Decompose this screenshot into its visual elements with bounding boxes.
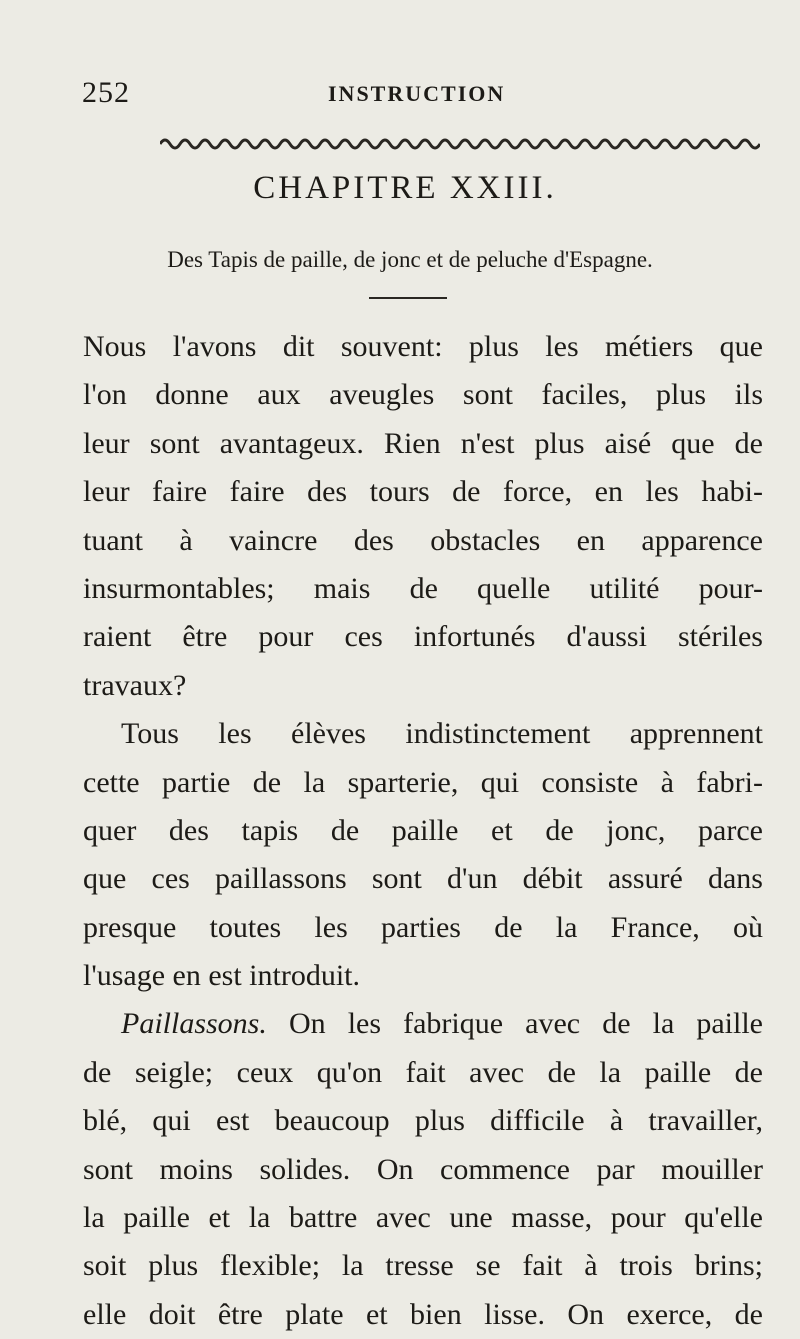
text-line: quer des tapis de paille et de jonc, parce [83,813,763,847]
text-line: de seigle; ceux qu'on fait avec de la paille de [83,1055,763,1089]
text-line: presque toutes les parties de la France, où [83,910,763,944]
text-line: soit plus flexible; la tresse se fait à trois brins; [83,1249,763,1283]
running-head [82,76,740,116]
text-line: Tous les élèves indistinctement apprennent [121,717,763,751]
text-line: sont moins solides. On commence par mouiller [83,1152,763,1186]
text-line: blé, qui est beaucoup plus difficile à travailler, [83,1104,763,1138]
text-line: cette partie de la sparterie, qui consiste à fabri- [83,765,763,799]
ornamental-border [160,134,760,150]
text-line: leur sont avantageux. Rien n'est plus aisé que de [83,426,763,460]
text-line: l'usage en est introduit. [83,959,361,993]
text-line [83,1000,763,1048]
text-line: Nous l'avons dit souvent: plus les métiers que [83,330,763,363]
text-line: que ces paillassons sont d'un débit assuré dans [83,862,763,896]
chapter-title: CHAPITRE XXIII. [253,170,557,206]
body-text [83,323,763,1339]
chapter-subtitle: Des Tapis de paille, de jonc et de peluche d'Espagne. [167,247,653,272]
paragraph-3 [83,1000,763,1339]
text-line: leur faire faire des tours de force, en les habi- [83,475,763,509]
text-line: tuant à vaincre des obstacles en apparence [83,523,763,557]
page-number: 252 [82,76,130,109]
text-line: raient être pour ces infortunés d'aussi stériles [83,620,763,654]
text-line: travaux? [83,668,187,702]
text-line: elle doit être plate et bien lisse. On exerce, de [83,1297,763,1331]
paragraph-1 [83,323,763,710]
text-line: la paille et la battre avec une masse, pour qu'elle [83,1201,763,1235]
section-heading: Paillassons. [121,1007,267,1041]
heading-line-text: On les fabrique avec de la paille [288,1007,763,1041]
paragraph-2 [83,710,763,1000]
text-line: insurmontables; mais de quelle utilité pour- [83,571,763,605]
text-line: l'on donne aux aveugles sont faciles, plus ils [83,378,763,412]
separator-rule [369,297,447,299]
running-title: INSTRUCTION [328,81,506,106]
